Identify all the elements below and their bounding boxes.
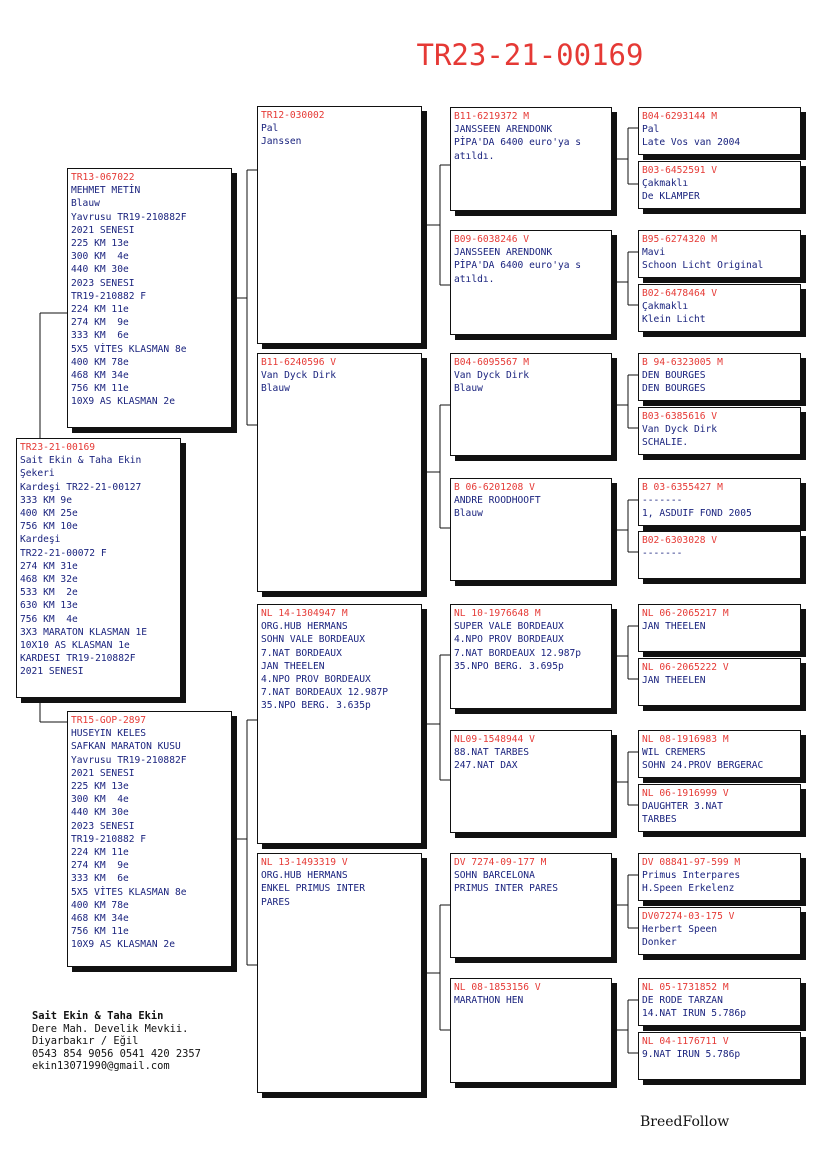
pedigree-line: 400 KM 78e [71,899,129,911]
ring-number: NL 06-2065222 V [642,662,729,673]
pedigree-box-sdd [450,478,612,581]
ring-number: B 94-6323005 M [642,357,723,368]
pedigree-box-ssdd [638,284,801,332]
pedigree-box-ss [257,106,422,344]
pedigree-line: Blauw [454,383,483,395]
pedigree-line: 468 KM 34e [71,370,129,382]
ring-number: NL 06-2065217 M [642,608,729,619]
pedigree-line: ORG.HUB HERMANS [261,870,348,882]
pedigree-line: DEN BOURGES [642,370,706,382]
pedigree-line: SOHN VALE BORDEAUX [261,634,365,646]
pedigree-line: 5X5 VİTES KLASMAN 8e [71,886,187,898]
pedigree-line: 756 KM 10e [20,521,78,533]
pedigree-line: 10X10 AS KLASMAN 1e [20,640,130,652]
pedigree-line: Van Dyck Dirk [454,370,530,382]
pedigree-line: Van Dyck Dirk [642,424,718,436]
brand-logo: BreedFollow [640,1114,730,1130]
pedigree-box-sssd [638,161,801,209]
pedigree-line: 2021 SENESI [71,767,135,779]
pedigree-line: TR19-210882 F [71,833,147,845]
pedigree-line: 35.NPO BERG. 3.635p [261,700,371,712]
pedigree-line: 4.NPO PROV BORDEAUX [454,634,564,646]
ring-number: B 03-6355427 M [642,482,723,493]
pedigree-line: ORG.HUB HERMANS [261,621,348,633]
pedigree-title: TR23-21-00169 [416,38,644,72]
ring-number: B09-6038246 V [454,234,530,245]
pedigree-line: 4.NPO PROV BORDEAUX [261,674,371,686]
ring-number: NL 08-1916983 M [642,734,729,745]
pedigree-box-dsd [450,730,612,833]
pedigree-line: Blauw [454,508,483,520]
pedigree-box-ssd [450,230,612,335]
owner-address-line-2: Diyarbakır / Eğil [32,1035,139,1048]
pedigree-line: 300 KM 4e [71,794,129,806]
pedigree-line: 630 KM 13e [20,600,78,612]
pedigree-line: 756 KM 4e [20,613,78,625]
pedigree-line: 5X5 VİTES KLASMAN 8e [71,343,187,355]
pedigree-line: 3X3 MARATON KLASMAN 1E [20,626,148,638]
pedigree-line: Mavi [642,247,666,259]
pedigree-line: KARDESI TR19-210882F [20,653,136,665]
pedigree-line: 756 KM 11e [71,926,129,938]
pedigree-line: SOHN 24.PROV BERGERAC [642,760,764,772]
pedigree-line: 333 KM 9e [20,494,72,506]
pedigree-line: Van Dyck Dirk [261,370,337,382]
pedigree-line: 333 KM 6e [71,330,129,342]
pedigree-line: 468 KM 32e [20,574,78,586]
pedigree-line: 400 KM 78e [71,356,129,368]
pedigree-line: Primus Interpares [642,870,741,882]
pedigree-box-dss [450,604,612,709]
pedigree-line: ------- [642,495,683,507]
pedigree-line: 274 KM 31e [20,560,78,572]
pedigree-line: Pal [261,123,279,135]
pedigree-box-dssd [638,658,801,706]
pedigree-box-dam [67,711,232,967]
ring-number: NL 10-1976648 M [454,608,541,619]
pedigree-line: Şekeri [20,468,55,480]
pedigree-box-sire [67,168,232,428]
pedigree-box-dsds [638,730,801,778]
pedigree-line: MARATHON HEN [454,995,524,1007]
ring-number: B02-6303028 V [642,535,718,546]
pedigree-line: 400 KM 25e [20,508,78,520]
pedigree-line: HUSEYIN KELES [71,728,147,740]
pedigree-line: MEHMET METİN [71,185,141,197]
pedigree-line: Yavrusu TR19-210882F [71,211,187,223]
pedigree-line: PRIMUS INTER PARES [454,883,558,895]
pedigree-box-root [16,438,181,698]
pedigree-line: 440 KM 30e [71,264,129,276]
pedigree-line: 225 KM 13e [71,238,129,250]
pedigree-line: 2023 SENESI [71,277,135,289]
pedigree-box-sd [257,353,422,592]
pedigree-line: 88.NAT TARBES [454,747,530,759]
ring-number: TR12-030002 [261,110,325,121]
pedigree-line: PARES [261,896,290,908]
ring-number: NL 13-1493319 V [261,857,348,868]
pedigree-line: SAFKAN MARATON KUSU [71,741,181,753]
ring-number: B11-6240596 V [261,357,337,368]
pedigree-line: Pal [642,124,660,136]
pedigree-line: Herbert Speen [642,924,718,936]
pedigree-line: Kardeşi TR22-21-00127 [20,481,142,493]
pedigree-box-sddd [638,531,801,579]
pedigree-line: SUPER VALE BORDEAUX [454,621,564,633]
pedigree-line: Çakmaklı [642,301,689,313]
pedigree-line: TARBES [642,814,677,826]
ring-number: TR23-21-00169 [20,442,96,453]
pedigree-box-dd [257,853,422,1093]
owner-address-line-1: Dere Mah. Develik Mevkii. [32,1022,189,1035]
pedigree-line: 10X9 AS KLASMAN 2e [71,939,175,951]
pedigree-box-ddss [638,853,801,901]
pedigree-line: Blauw [71,198,100,210]
pedigree-line: SOHN BARCELONA [454,870,535,882]
pedigree-line: PİPA'DA 6400 euro'ya s [454,260,582,272]
pedigree-line: 274 KM 9e [71,860,129,872]
ring-number: B95-6274320 M [642,234,718,245]
ring-number: NL 08-1853156 V [454,982,541,993]
pedigree-box-ds [257,604,422,844]
pedigree-box-ddd [450,978,612,1083]
owner-name: Sait Ekin & Taha Ekin [32,1010,164,1022]
pedigree-line: 1, ASDUIF FOND 2005 [642,508,752,520]
pedigree-box-ddsd [638,907,801,955]
pedigree-line: 2021 SENESI [71,224,135,236]
pedigree-box-ssss [638,107,801,155]
pedigree-line: Kardeşi [20,534,61,546]
pedigree-line: DE RODE TARZAN [642,995,723,1007]
pedigree-line: 247.NAT DAX [454,760,518,772]
pedigree-line: 333 KM 6e [71,873,129,885]
pedigree-line: Donker [642,937,677,949]
pedigree-line: WIL CREMERS [642,747,706,759]
ring-number: B02-6478464 V [642,288,718,299]
pedigree-box-dddd [638,1032,801,1080]
ring-number: NL 05-1731852 M [642,982,729,993]
pedigree-line: Klein Licht [642,314,706,326]
pedigree-line: 35.NPO BERG. 3.695p [454,660,564,672]
pedigree-line: ENKEL PRIMUS INTER [261,883,365,895]
pedigree-line: SCHALIE. [642,437,689,449]
owner-phones: 0543 854 9056 0541 420 2357 [32,1047,201,1060]
ring-number: NL 14-1304947 M [261,608,348,619]
pedigree-line: Blauw [261,383,290,395]
pedigree-box-sds [450,353,612,456]
pedigree-line: 440 KM 30e [71,807,129,819]
pedigree-line: 225 KM 13e [71,781,129,793]
pedigree-line: 9.NAT IRUN 5.786p [642,1049,741,1061]
ring-number: B 06-6201208 V [454,482,535,493]
pedigree-line: 14.NAT IRUN 5.786p [642,1008,746,1020]
pedigree-line: atıldı. [454,150,495,162]
pedigree-line: JANSSEEN ARENDONK [454,124,553,136]
pedigree-line: 300 KM 4e [71,251,129,263]
pedigree-line: Çakmaklı [642,178,689,190]
pedigree-box-sdss [638,353,801,401]
pedigree-box-ssds [638,230,801,278]
ring-number: NL 04-1176711 V [642,1036,729,1047]
pedigree-line: 10X9 AS KLASMAN 2e [71,396,175,408]
pedigree-line: JAN THEELEN [261,660,325,672]
ring-number: B11-6219372 M [454,111,530,122]
pedigree-line: JANSSEEN ARENDONK [454,247,553,259]
pedigree-line: JAN THEELEN [642,675,706,687]
pedigree-line: 274 KM 9e [71,317,129,329]
pedigree-line: DEN BOURGES [642,383,706,395]
pedigree-line: 2021 SENESI [20,666,84,678]
ring-number: DV 08841-97-599 M [642,857,741,868]
ring-number: TR15-GOP-2897 [71,715,147,726]
pedigree-box-dsss [638,604,801,652]
pedigree-line: ANDRE ROODHOOFT [454,495,541,507]
pedigree-line: 2023 SENESI [71,820,135,832]
owner-contact [32,1010,201,1073]
pedigree-line: ------- [642,548,683,560]
ring-number: B04-6293144 M [642,111,718,122]
ring-number: NL 06-1916999 V [642,788,729,799]
pedigree-box-sss [450,107,612,211]
pedigree-line: PİPA'DA 6400 euro'ya s [454,137,582,149]
pedigree-line: H.Speen Erkelenz [642,883,735,895]
pedigree-line: Schoon Licht Original [642,260,764,272]
ring-number: B03-6385616 V [642,411,718,422]
pedigree-line: 224 KM 11e [71,304,129,316]
pedigree-box-sdsd [638,407,801,455]
pedigree-line: Late Vos van 2004 [642,137,741,149]
ring-number: NL09-1548944 V [454,734,535,745]
pedigree-line: 224 KM 11e [71,847,129,859]
pedigree-line: Yavrusu TR19-210882F [71,754,187,766]
pedigree-line: Janssen [261,136,302,148]
pedigree-line: JAN THEELEN [642,621,706,633]
pedigree-line: 7.NAT BORDEAUX 12.987p [454,647,582,659]
owner-email: ekin13071990@gmail.com [32,1060,170,1073]
pedigree-box-sdds [638,478,801,526]
pedigree-line: TR19-210882 F [71,290,147,302]
pedigree-line: 7.NAT BORDEAUX [261,647,342,659]
ring-number: DV 7274-09-177 M [454,857,547,868]
pedigree-line: Sait Ekin & Taha Ekin [20,455,142,467]
pedigree-line: 468 KM 34e [71,913,129,925]
pedigree-line: TR22-21-00072 F [20,547,107,559]
pedigree-box-ddds [638,978,801,1026]
pedigree-line: 533 KM 2e [20,587,78,599]
pedigree-line: 756 KM 11e [71,383,129,395]
ring-number: B03-6452591 V [642,165,718,176]
pedigree-line: DAUGHTER 3.NAT [642,801,723,813]
pedigree-line: De KLAMPER [642,191,700,203]
ring-number: DV07274-03-175 V [642,911,735,922]
ring-number: TR13-067022 [71,172,135,183]
pedigree-line: 7.NAT BORDEAUX 12.987P [261,687,389,699]
pedigree-box-dds [450,853,612,958]
pedigree-line: atıldı. [454,273,495,285]
ring-number: B04-6095567 M [454,357,530,368]
pedigree-box-dsdd [638,784,801,832]
